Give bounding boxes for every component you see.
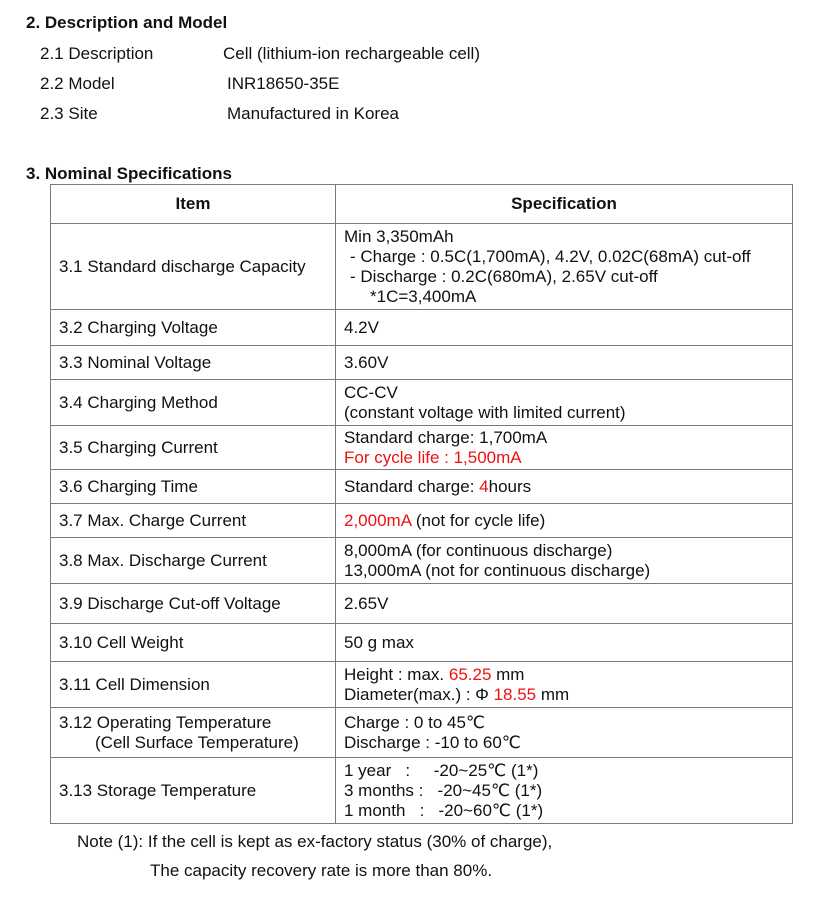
spec-text: Standard charge: [344,476,480,496]
spec-line: Standard charge: 1,700mA [344,427,548,447]
table-row [51,708,793,758]
spec-cell [336,224,793,310]
spec-cell [336,708,793,758]
table-row [51,624,793,662]
spec-text: mm [491,664,525,684]
item-cell: 3.9 Discharge Cut-off Voltage [51,584,336,624]
item-cell: 3.8 Max. Discharge Current [51,538,336,584]
model-label: 2.2 Model [40,74,115,93]
description-value: Cell (lithium-ion rechargeable cell) [223,44,480,63]
spec-cell [336,426,793,470]
spec-cell [336,504,793,538]
spec-line [344,685,784,705]
spec-line: - Charge : 0.5C(1,700mA), 4.2V, 0.02C(68mA) cut-off [350,246,751,266]
table-row [51,504,793,538]
spec-line: 1 month : -20~60℃ (1*) [344,800,544,820]
item-cell: 3.3 Nominal Voltage [51,346,336,380]
spec-text-highlight: 65.25 [448,664,492,684]
spec-line: - Discharge : 0.2C(680mA), 2.65V cut-off [350,266,658,286]
spec-line-highlight: For cycle life : 1,500mA [344,447,522,467]
header-item: Item [51,185,336,224]
spec-line: 8,000mA (for continuous discharge) [344,540,613,560]
spec-line: Min 3,350mAh [344,226,454,246]
spec-cell [336,662,793,708]
item-cell: 3.1 Standard discharge Capacity [51,224,336,310]
section2-heading: 2. Description and Model [26,13,228,32]
spec-line: 13,000mA (not for continuous discharge) [344,560,651,580]
spec-line: (constant voltage with limited current) [344,402,626,422]
spec-text: hours [488,476,532,496]
spec-cell: 4.2V [336,310,793,346]
item-line: (Cell Surface Temperature) [95,732,299,752]
spec-text: (not for cycle life) [411,510,546,530]
spec-cell [336,538,793,584]
site-label: 2.3 Site [40,104,98,123]
spec-line: CC-CV [344,382,398,402]
table-row [51,538,793,584]
spec-line: 3 months : -20~45℃ (1*) [344,780,543,800]
table-row [51,758,793,824]
section3-heading: 3. Nominal Specifications [26,164,232,183]
spec-text-highlight: 18.55 [493,684,537,704]
table-row [51,662,793,708]
spec-line [344,665,784,685]
table-row [51,584,793,624]
item-cell: 3.11 Cell Dimension [51,662,336,708]
spec-line: Discharge : -10 to 60℃ [344,732,521,752]
spec-line: Charge : 0 to 45℃ [344,712,486,732]
item-line: 3.12 Operating Temperature [59,712,272,732]
model-value: INR18650-35E [227,74,340,93]
spec-text: Height : max. [344,664,449,684]
table-row [51,470,793,504]
spec-cell: 50 g max [336,624,793,662]
spec-cell [336,758,793,824]
specifications-table [50,184,793,824]
item-cell: 3.5 Charging Current [51,426,336,470]
spec-line: *1C=3,400mA [370,286,477,306]
table-header-row [51,185,793,224]
note-line-1: Note (1): If the cell is kept as ex-factory status (30% of charge), [77,832,553,851]
spec-cell: 2.65V [336,584,793,624]
spec-cell: 3.60V [336,346,793,380]
item-cell: 3.13 Storage Temperature [51,758,336,824]
item-cell: 3.7 Max. Charge Current [51,504,336,538]
item-cell: 3.6 Charging Time [51,470,336,504]
table-row [51,310,793,346]
table-row [51,224,793,310]
item-cell: 3.10 Cell Weight [51,624,336,662]
spec-text-highlight: 2,000mA [344,510,412,530]
header-specification: Specification [336,185,793,224]
spec-text: mm [536,684,570,704]
description-label: 2.1 Description [40,44,154,63]
spec-line: 1 year : -20~25℃ (1*) [344,760,539,780]
table-row [51,426,793,470]
item-cell [51,708,336,758]
item-cell: 3.4 Charging Method [51,380,336,426]
spec-text: Diameter(max.) : Φ [344,684,494,704]
spec-cell [336,470,793,504]
spec-cell [336,380,793,426]
table-row [51,346,793,380]
site-value: Manufactured in Korea [227,104,399,123]
table-row [51,380,793,426]
spec-text-highlight: 4 [479,476,489,496]
item-cell: 3.2 Charging Voltage [51,310,336,346]
note-line-2: The capacity recovery rate is more than 80%. [150,861,493,880]
